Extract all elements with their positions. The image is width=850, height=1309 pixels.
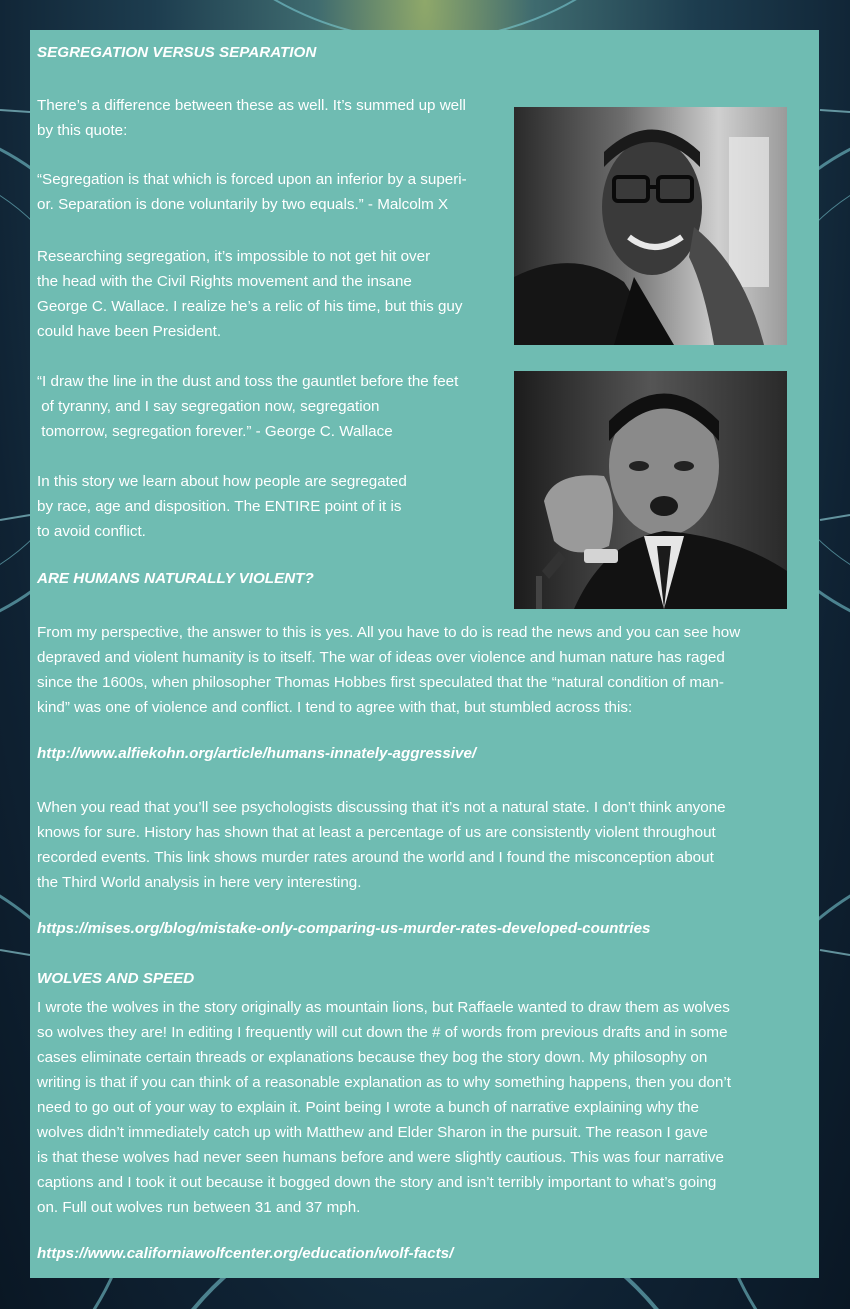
quote2-line-1: “I draw the line in the dust and toss the gauntlet before the feet	[37, 373, 459, 390]
quote2-line-3: tomorrow, segregation forever.” - George C. Wallace	[37, 423, 393, 440]
link-californiawolfcenter[interactable]: https://www.californiawolfcenter.org/education/wolf-facts/	[37, 1245, 454, 1262]
s2-para2-line-2: knows for sure. History has shown that at least a percentage of us are consistently violent throughout	[37, 824, 716, 841]
para3-line-2: by race, age and disposition. The ENTIRE point of it is	[37, 498, 402, 515]
s3-line-9: on. Full out wolves run between 31 and 37 mph.	[37, 1199, 361, 1216]
para2-line-4: could have been President.	[37, 323, 222, 340]
heading-segregation: SEGREGATION VERSUS SEPARATION	[37, 44, 317, 61]
para3-line-1: In this story we learn about how people are segregated	[37, 473, 407, 490]
s3-line-4: writing is that if you can think of a reasonable explanation as to why something happens, then you don’t	[37, 1074, 731, 1091]
link-mises[interactable]: https://mises.org/blog/mistake-only-comparing-us-murder-rates-developed-countries	[37, 920, 651, 937]
s3-line-7: is that these wolves had never seen humans before and were slightly cautious. This was four narrative	[37, 1149, 724, 1166]
s2-para1-line-1: From my perspective, the answer to this is yes. All you have to do is read the news and you can see how	[37, 624, 741, 641]
quote2-line-2: of tyranny, and I say segregation now, segregation	[37, 398, 380, 415]
intro-line-1: There’s a difference between these as well. It’s summed up well	[37, 97, 466, 114]
s2-para2-line-3: recorded events. This link shows murder rates around the world and I found the misconception about	[37, 849, 714, 866]
s3-line-8: captions and I took it out because it bogged down the story and isn’t terribly important to what’s going	[37, 1174, 717, 1191]
heading-humans-violent: ARE HUMANS NATURALLY VIOLENT?	[37, 570, 314, 587]
para2-line-1: Researching segregation, it’s impossible to not get hit over	[37, 248, 431, 265]
s2-para1-line-2: depraved and violent humanity is to itself. The war of ideas over violence and human nature has raged	[37, 649, 725, 666]
link-alfiekohn[interactable]: http://www.alfiekohn.org/article/humans-innately-aggressive/	[37, 745, 477, 762]
s3-line-6: wolves didn’t immediately catch up with Matthew and Elder Sharon in the pursuit. The reason I gave	[37, 1124, 708, 1141]
s3-line-2: so wolves they are! In editing I frequently will cut down the # of words from previous drafts and in some	[37, 1024, 728, 1041]
para2-line-2: the head with the Civil Rights movement and the insane	[37, 273, 412, 290]
photo-george-wallace	[514, 371, 787, 609]
heading-wolves-speed: WOLVES AND SPEED	[37, 970, 195, 987]
s3-line-3: cases eliminate certain threads or explanations because they bog the story down. My philosophy on	[37, 1049, 708, 1066]
para3-line-3: to avoid conflict.	[37, 523, 146, 540]
quote1-line-2: or. Separation is done voluntarily by two equals.” - Malcolm X	[37, 196, 449, 213]
para2-line-3: George C. Wallace. I realize he’s a relic of his time, but this guy	[37, 298, 463, 315]
s2-para2-line-1: When you read that you’ll see psychologists discussing that it’s not a natural state. I don’t think anyone	[37, 799, 726, 816]
s3-line-1: I wrote the wolves in the story originally as mountain lions, but Raffaele wanted to draw them as wolves	[37, 999, 730, 1016]
intro-line-2: by this quote:	[37, 122, 128, 139]
s2-para2-line-4: the Third World analysis in here very interesting.	[37, 874, 362, 891]
photo-malcolm-x	[514, 107, 787, 345]
s2-para1-line-4: kind” was one of violence and conflict. I tend to agree with that, but stumbled across this:	[37, 699, 633, 716]
quote1-line-1: “Segregation is that which is forced upon an inferior by a superi-	[37, 171, 467, 188]
s2-para1-line-3: since the 1600s, when philosopher Thomas Hobbes first speculated that the “natural condition of man-	[37, 674, 724, 691]
s3-line-5: need to go out of your way to explain it. Point being I wrote a bunch of narrative explaining why the	[37, 1099, 699, 1116]
